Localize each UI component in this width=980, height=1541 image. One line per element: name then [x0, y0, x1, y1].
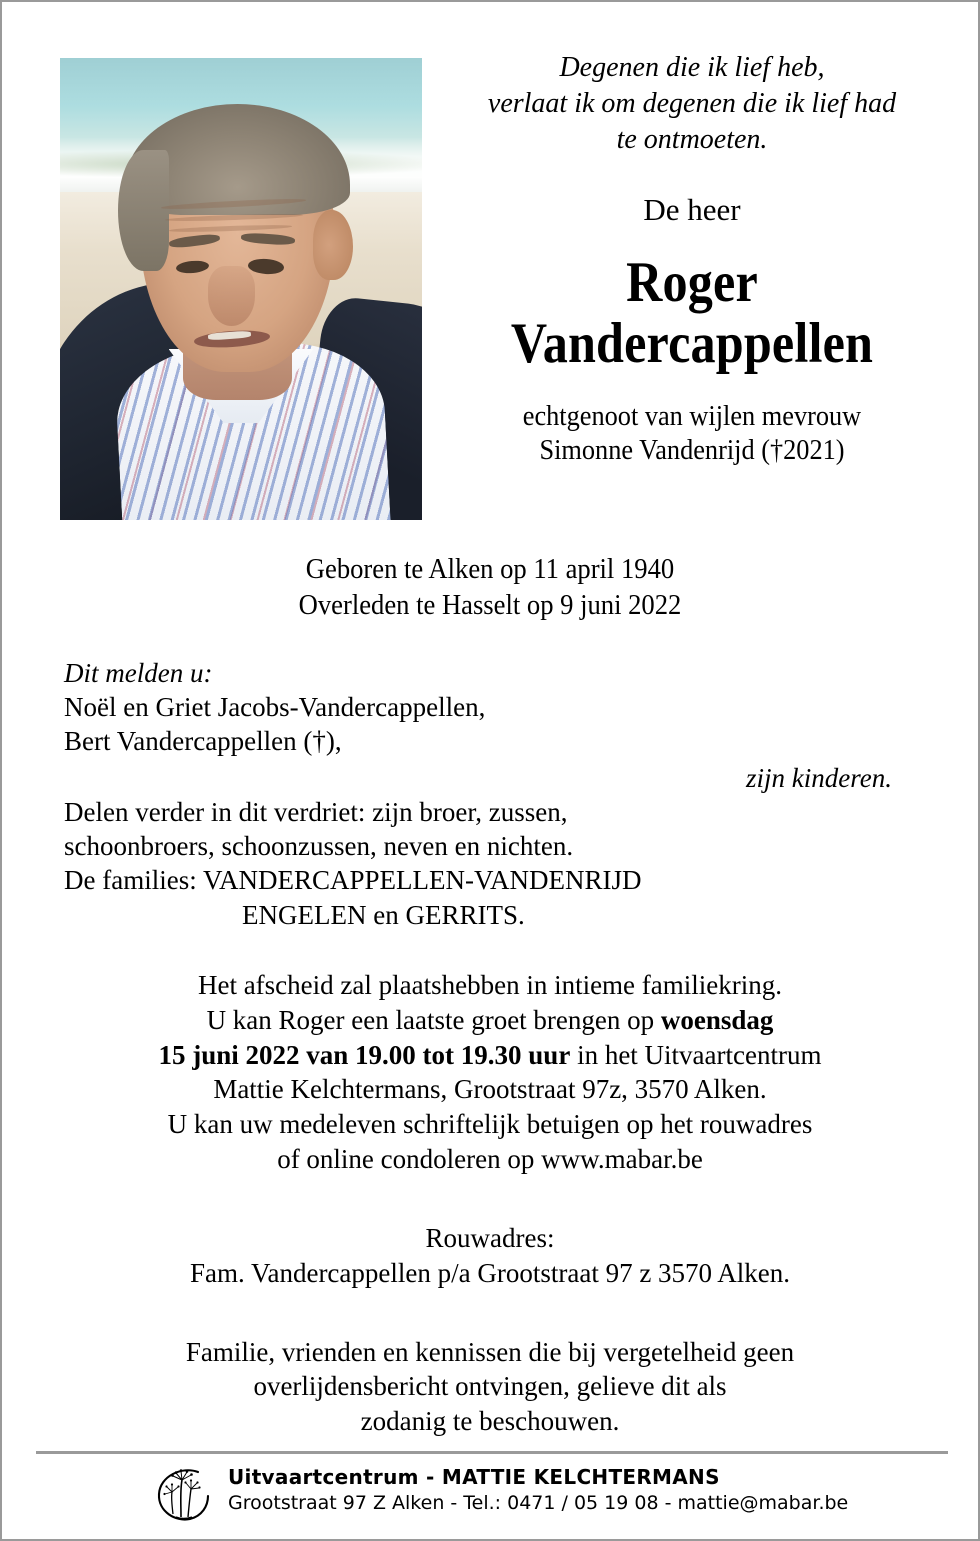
footer-divider: [36, 1451, 948, 1454]
closing-note: [2, 1335, 978, 1439]
spouse-line-1: echtgenoot van wijlen mevrouw: [522, 400, 862, 432]
mourning-address: [2, 1221, 978, 1291]
birth-date: Geboren te Alken op 11 april 1940: [305, 554, 675, 585]
footer-text: [228, 1464, 848, 1515]
funeral-home-name: Uitvaartcentrum - MATTIE KELCHTERMANS: [228, 1465, 720, 1489]
children-label: zijn kinderen.: [746, 762, 892, 793]
photo-hair-side: [118, 150, 169, 270]
ceremony-venue-address: Mattie Kelchtermans, Grootstraat 97z, 3570 Alken.: [213, 1074, 767, 1105]
header-section: [2, 2, 978, 522]
family-announcement: [64, 656, 924, 932]
closing-line-3: zodanig te beschouwen.: [360, 1406, 620, 1437]
photo-ear: [313, 210, 353, 279]
ceremony-line-1: Het afscheid zal plaatshebben in intieme familiekring.: [197, 969, 783, 1000]
condolence-line-2: schoonbroers, schoonzussen, neven en nichten.: [64, 831, 574, 862]
ceremony-line-5: U kan uw medeleven schriftelijk betuigen op het rouwadres: [167, 1109, 813, 1140]
ceremony-website-line: of online condoleren op www.mabar.be: [277, 1144, 703, 1175]
ceremony-line-2: [28, 1003, 952, 1038]
ceremony-line-2-text: U kan Roger een laatste groet brengen op: [206, 1004, 661, 1035]
closing-line-1: Familie, vrienden en kennissen die bij vergetelheid geen: [185, 1336, 795, 1367]
ceremony-datetime: 15 juni 2022 van 19.00 tot 19.30 uur: [158, 1039, 571, 1070]
memorial-quote: [432, 50, 952, 157]
spouse-line-2: Simonne Vandenrijd (†2021): [539, 434, 845, 466]
spouse-info: [448, 400, 937, 468]
quote-line-1: Degenen die ik lief heb,: [559, 52, 825, 83]
mourning-address-label: Rouwadres:: [425, 1222, 555, 1253]
first-name: Roger: [626, 250, 758, 314]
salutation: De heer: [643, 192, 741, 228]
families-line-2: ENGELEN en GERRITS.: [242, 899, 525, 930]
deceased-name: [463, 252, 921, 374]
mourning-address-value: Fam. Vandercappellen p/a Grootstraat 97 z 3570 Alken.: [189, 1257, 791, 1288]
closing-line-2: overlijdensbericht ontvingen, gelieve dit als: [253, 1371, 727, 1402]
quote-line-2: verlaat ik om degenen die ik lief had: [487, 87, 897, 119]
ceremony-venue-text: in het Uitvaartcentrum: [570, 1039, 822, 1070]
last-name: Vandercappellen: [510, 311, 874, 375]
funeral-home-contact: Grootstraat 97 Z Alken - Tel.: 0471 / 05 19 08 - mattie@mabar.be: [228, 1492, 849, 1514]
funeral-home-footer: [152, 1464, 848, 1526]
child-name-1: Noël en Griet Jacobs-Vandercappellen,: [64, 691, 486, 722]
portrait-photo: [60, 58, 422, 520]
header-text-column: [432, 50, 952, 468]
quote-line-3: te ontmoeten.: [616, 123, 768, 155]
ceremony-weekday: woensdag: [660, 1004, 774, 1035]
life-dates: [26, 552, 953, 624]
announcement-intro: Dit melden u:: [64, 657, 213, 688]
flower-circle-logo-icon: [152, 1464, 214, 1526]
death-date: Overleden te Hasselt op 9 juni 2022: [298, 589, 682, 621]
condolence-line-1: Delen verder in dit verdriet: zijn broer, zussen,: [64, 796, 568, 827]
families-line-1: De families: VANDERCAPPELLEN-VANDENRIJD: [64, 865, 642, 896]
child-name-2: Bert Vandercappellen (†),: [64, 726, 342, 757]
ceremony-details: [2, 968, 978, 1177]
ceremony-line-3: [28, 1038, 952, 1073]
